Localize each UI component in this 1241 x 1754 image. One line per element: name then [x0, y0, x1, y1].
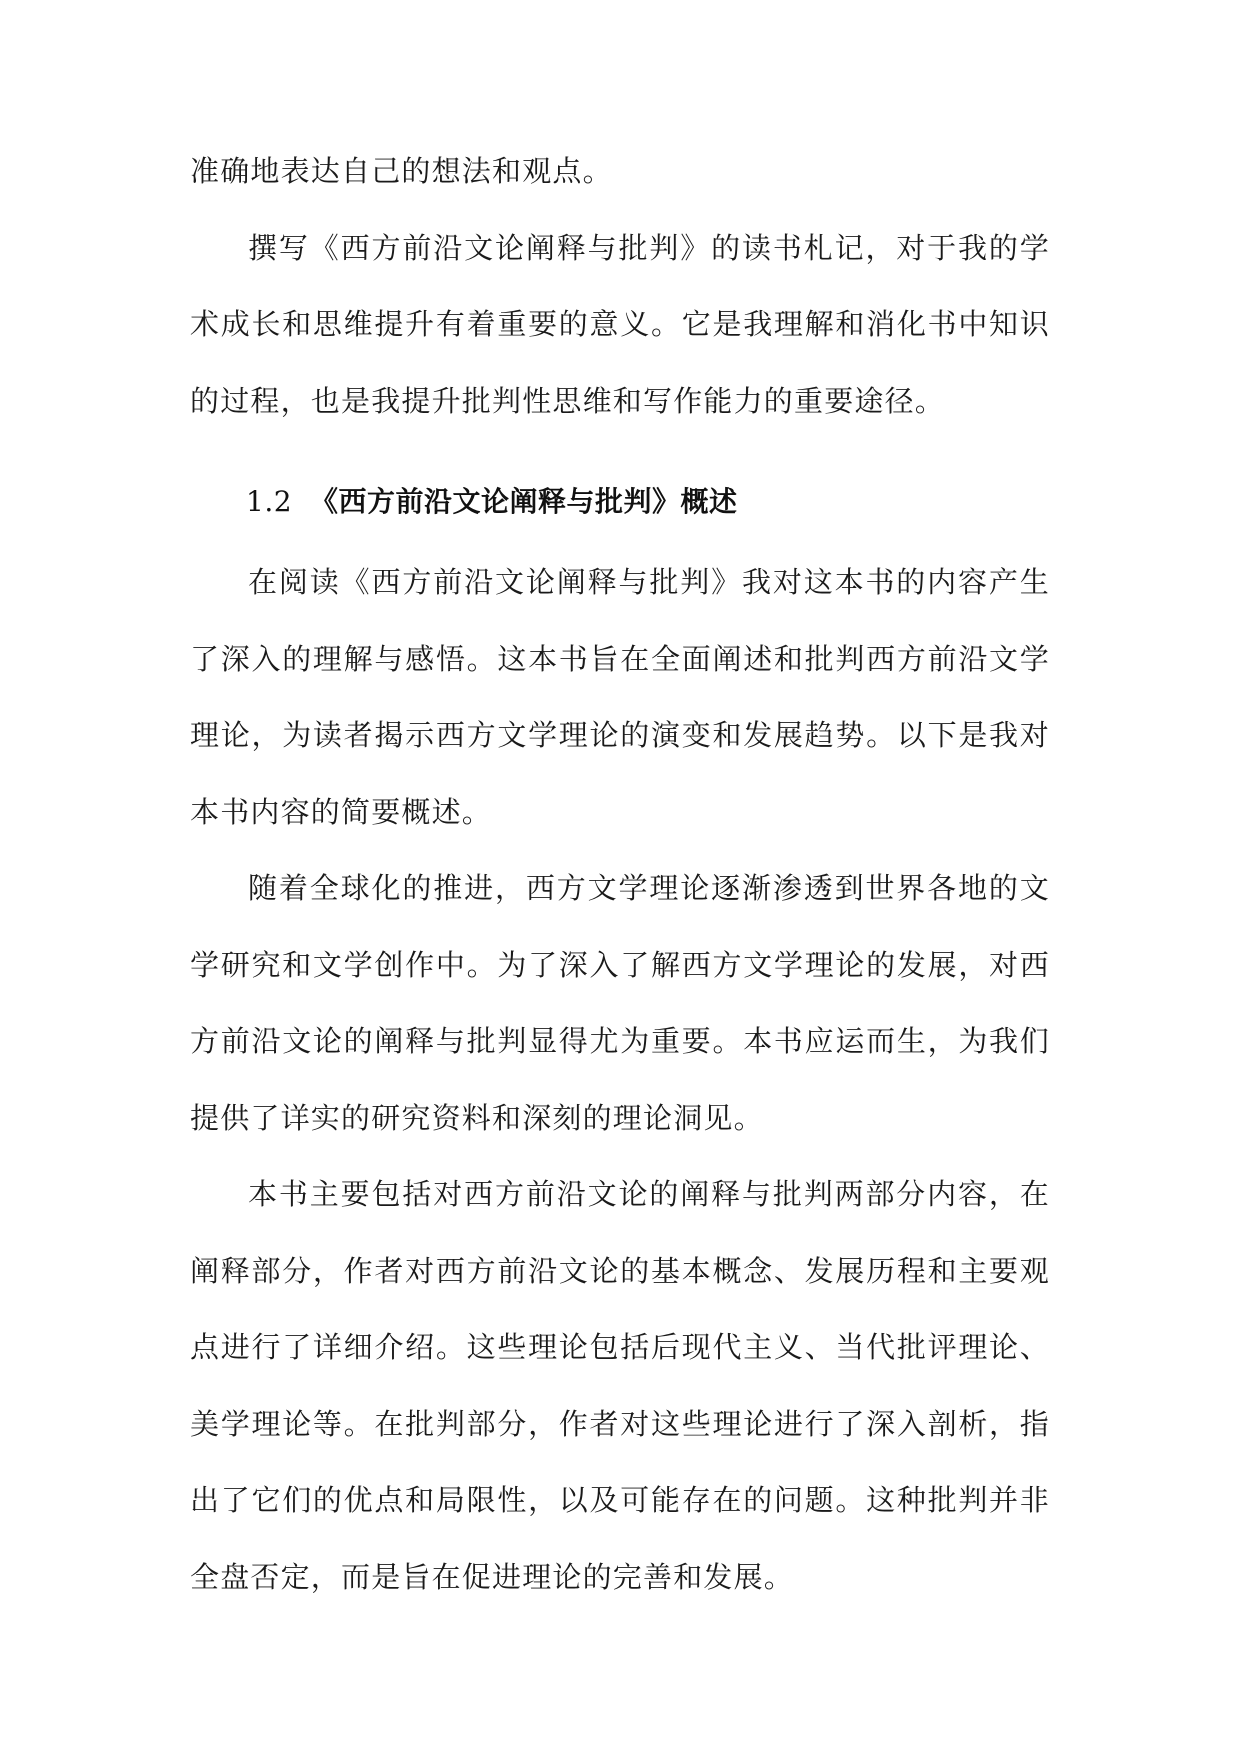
paragraph-overview-intro: 在阅读《西方前沿文论阐释与批判》我对这本书的内容产生了深入的理解与感悟。这本书旨在全面阐述和批判西方前沿文学理论，为读者揭示西方文学理论的演变和发展趋势。以下是我对本书内容的简要概述。 — [190, 565, 1050, 829]
body-text-top — [190, 133, 1050, 439]
paragraph-reading-notes: 撰写《西方前沿文论阐释与批判》的读书札记，对于我的学术成长和思维提升有着重要的意义。它是我理解和消化书中知识的过程，也是我提升批判性思维和写作能力的重要途径。 — [190, 230, 1050, 418]
section-number: 1.2 — [246, 485, 293, 518]
section-heading — [246, 480, 738, 520]
paragraph-book-content: 本书主要包括对西方前沿文论的阐释与批判两部分内容，在阐释部分，作者对西方前沿文论的基本概念、发展历程和主要观点进行了详细介绍。这些理论包括后现代主义、当代批评理论、美学理论等。在批判部分，作者对这些理论进行了深入剖析，指出了它们的优点和局限性，以及可能存在的问题。这种批判并非全盘否定，而是旨在促进理论的完善和发展。 — [190, 1177, 1050, 1594]
paragraph-continuation: 准确地表达自己的想法和观点。 — [190, 154, 613, 188]
body-text-bottom — [190, 544, 1050, 1615]
section-title: 《西方前沿文论阐释与批判》概述 — [310, 485, 738, 518]
paragraph-globalization: 随着全球化的推进，西方文学理论逐渐渗透到世界各地的文学研究和文学创作中。为了深入了解西方文学理论的发展，对西方前沿文论的阐释与批判显得尤为重要。本书应运而生，为我们提供了详实的研究资料和深刻的理论洞见。 — [190, 871, 1050, 1135]
